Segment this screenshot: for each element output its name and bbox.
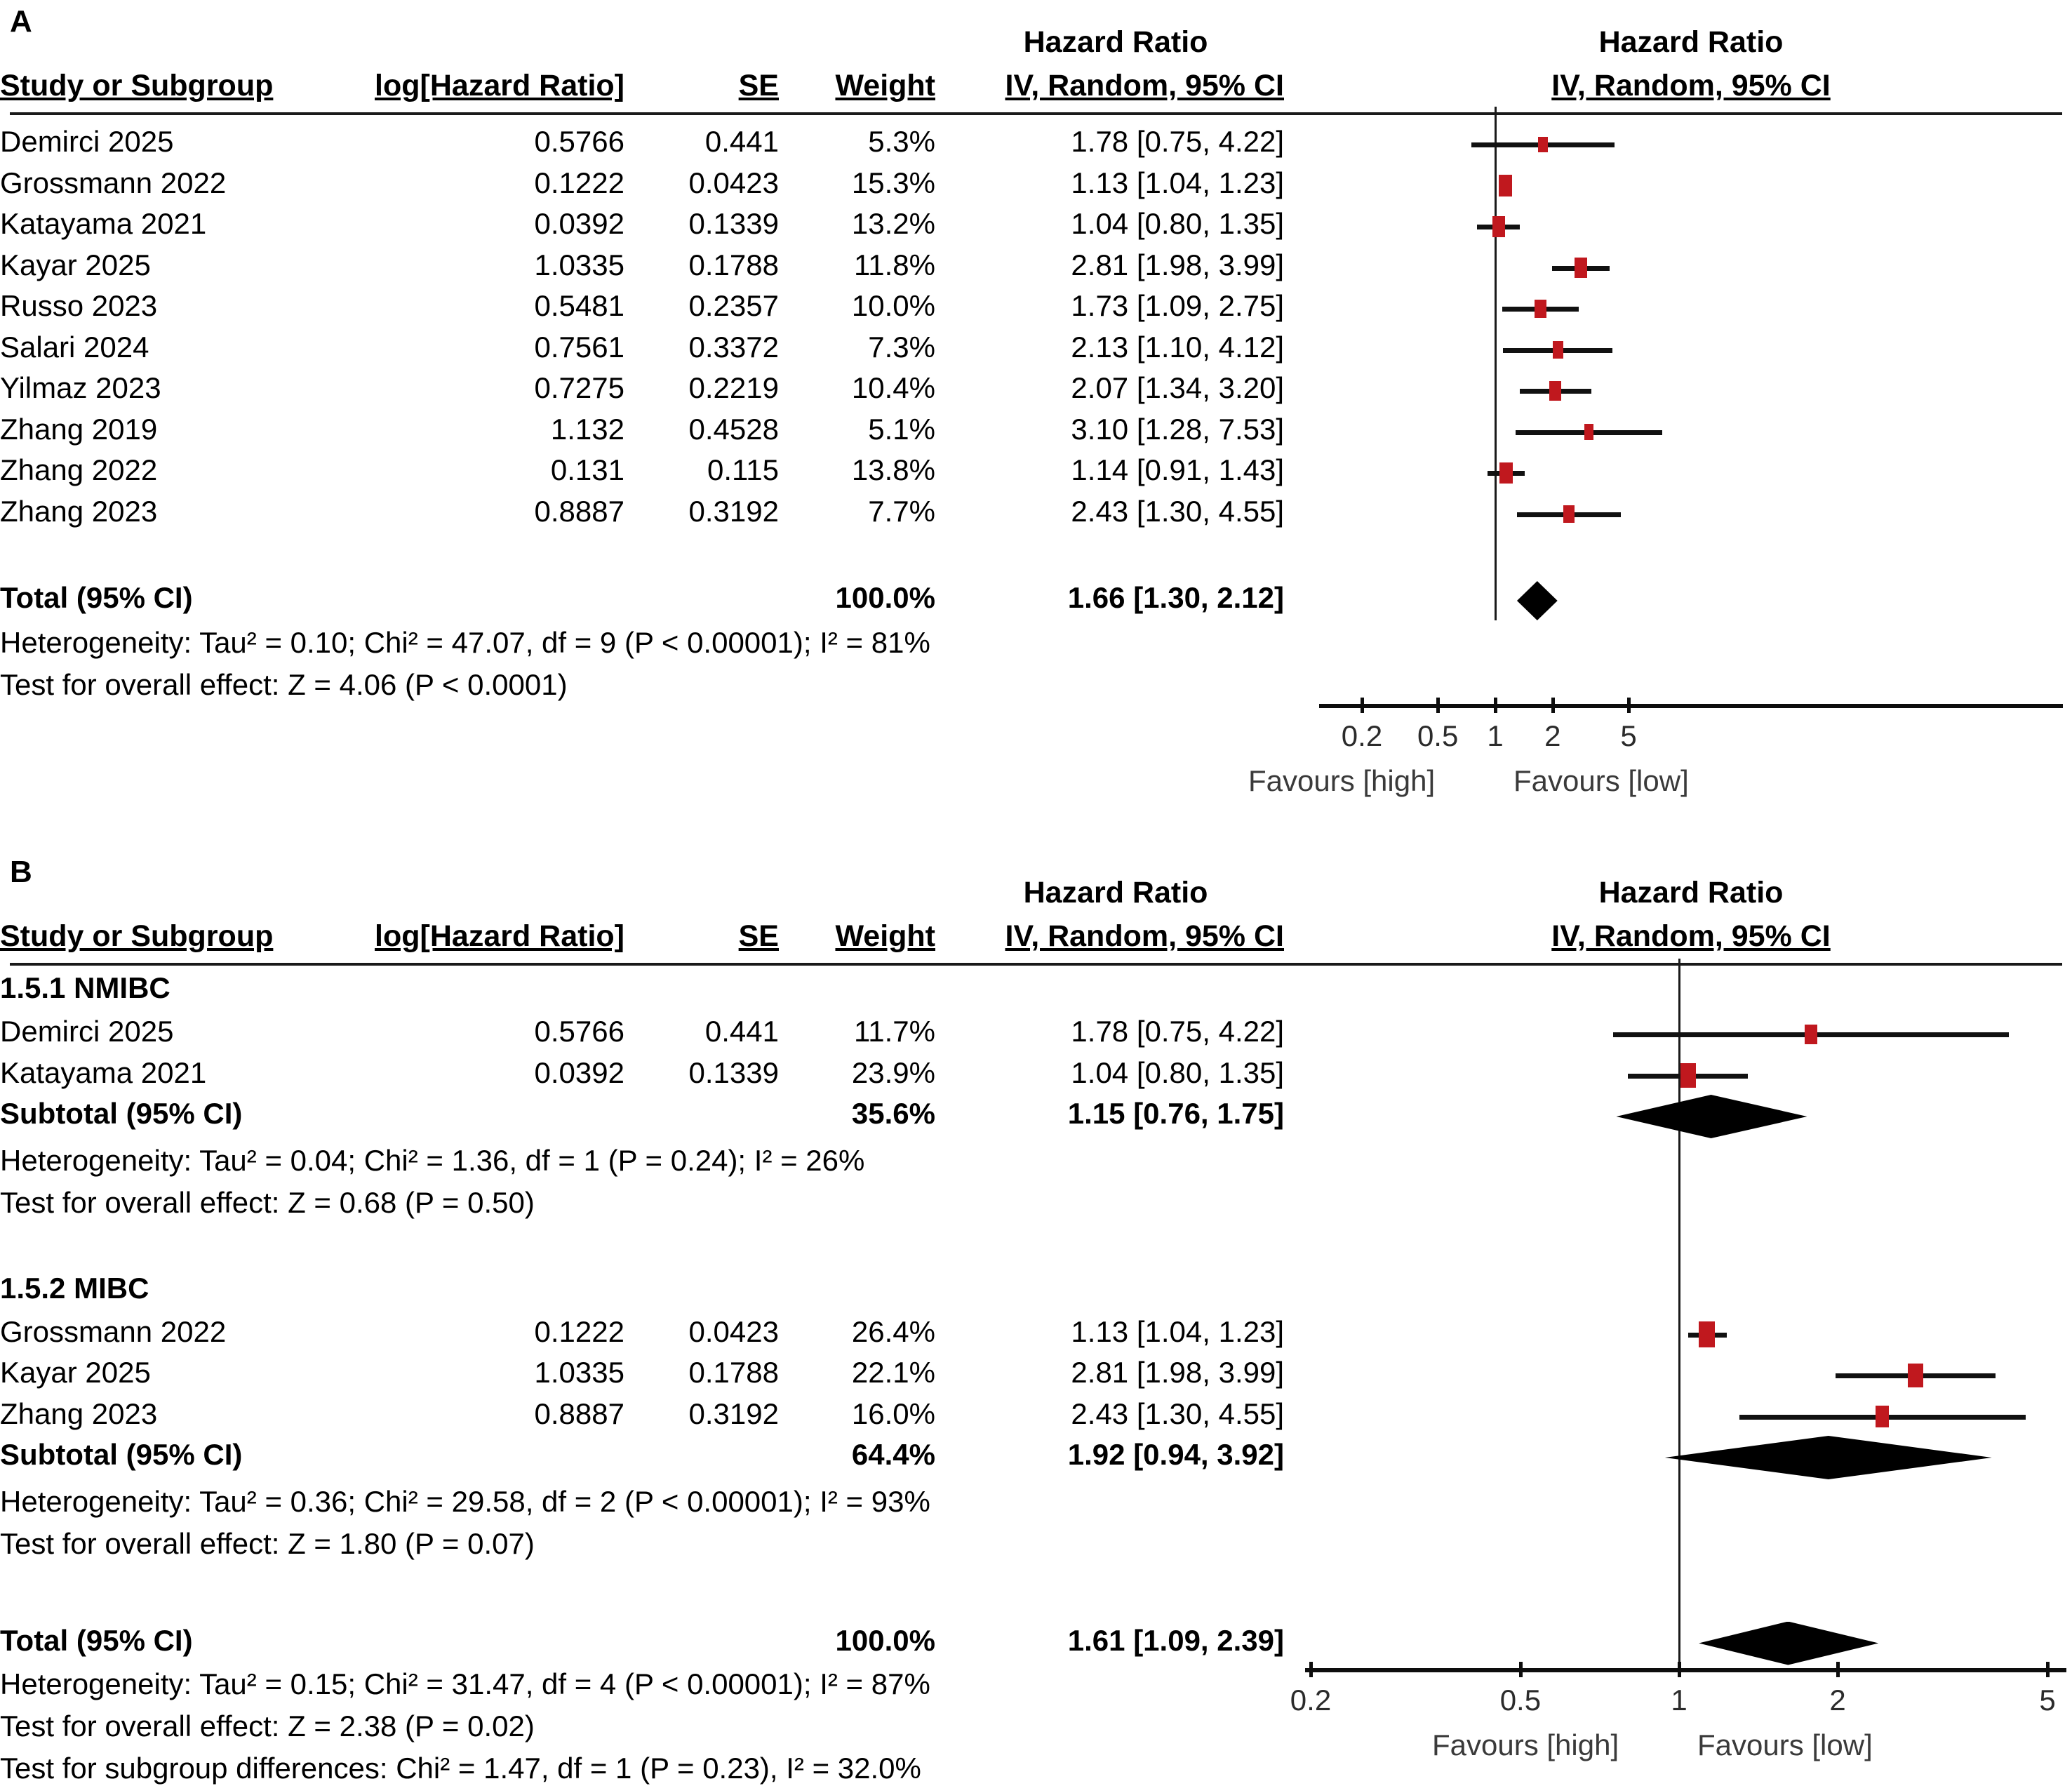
cell-se: 0.1788 xyxy=(688,248,779,281)
cell-weight: 11.7% xyxy=(854,1015,935,1048)
x-axis-tick-label: 0.2 xyxy=(1290,1684,1332,1717)
cell-weight: 11.8% xyxy=(854,248,935,281)
cell-study: Kayar 2025 xyxy=(0,1356,151,1389)
heterogeneity-line: Heterogeneity: Tau² = 0.04; Chi² = 1.36, df = 1 (P = 0.24); I² = 26% xyxy=(0,1143,865,1177)
cell-weight: 7.3% xyxy=(868,330,935,364)
cell-ci: 1.78 [0.75, 4.22] xyxy=(1071,125,1284,158)
cell-ci: 2.13 [1.10, 4.12] xyxy=(1071,330,1284,364)
cell-weight: 22.1% xyxy=(851,1356,935,1389)
cell-study: Russo 2023 xyxy=(0,289,158,322)
cell-se: 0.1339 xyxy=(688,1055,779,1089)
cell-se: 0.1339 xyxy=(688,207,779,240)
cell-log-hr: 0.0392 xyxy=(534,1055,624,1089)
favours-left-label: Favours [high] xyxy=(1248,764,1436,797)
cell-weight: 13.8% xyxy=(851,453,935,486)
effect-marker xyxy=(1805,1025,1817,1044)
panel-b-letter: B xyxy=(10,855,33,889)
favours-right-label: Favours [low] xyxy=(1513,764,1689,797)
cell-study: Subtotal (95% CI) xyxy=(0,1097,243,1130)
cell-log-hr: 0.1222 xyxy=(534,1314,624,1348)
cell-log-hr: 0.5766 xyxy=(534,1015,624,1048)
cell-se: 0.0423 xyxy=(688,1314,779,1348)
heterogeneity-line: Heterogeneity: Tau² = 0.15; Chi² = 31.47, df = 4 (P < 0.00001); I² = 87% xyxy=(0,1667,930,1700)
cell-study: Yilmaz 2023 xyxy=(0,371,161,404)
cell-ci: 1.78 [0.75, 4.22] xyxy=(1071,1015,1284,1048)
effect-marker xyxy=(1680,1063,1696,1088)
col-header-weight: Weight xyxy=(835,919,935,953)
panel-a-table-header-title: Hazard Ratio xyxy=(1023,25,1208,59)
cell-weight: 23.9% xyxy=(851,1055,935,1089)
x-axis-tick-label: 1 xyxy=(1487,719,1504,752)
favours-right-label: Favours [low] xyxy=(1697,1728,1873,1761)
cell-se: 0.0423 xyxy=(688,166,779,199)
x-axis-tick-label: 2 xyxy=(1829,1684,1846,1717)
subgroup-heading: 1.5.1 NMIBC xyxy=(0,971,171,1004)
x-axis-tick-label: 5 xyxy=(1620,719,1637,752)
effect-marker xyxy=(1699,1321,1715,1347)
cell-weight: 10.0% xyxy=(851,289,935,322)
cell-log-hr: 0.0392 xyxy=(534,207,624,240)
cell-study: Demirci 2025 xyxy=(0,125,174,158)
effect-marker xyxy=(1876,1406,1889,1427)
cell-study: Salari 2024 xyxy=(0,330,149,364)
cell-ci: 3.10 [1.28, 7.53] xyxy=(1071,412,1284,446)
heterogeneity-line: Heterogeneity: Tau² = 0.36; Chi² = 29.58, df = 2 (P < 0.00001); I² = 93% xyxy=(0,1484,930,1518)
heterogeneity-line: Heterogeneity: Tau² = 0.10; Chi² = 47.07, df = 9 (P < 0.00001); I² = 81% xyxy=(0,626,930,659)
col-header-log-hr: log[Hazard Ratio] xyxy=(375,69,624,102)
col-header-weight: Weight xyxy=(835,69,935,102)
subgroup-differences-line: Test for subgroup differences: Chi² = 1.47, df = 1 (P = 0.23), I² = 32.0% xyxy=(0,1751,921,1785)
cell-ci: 2.43 [1.30, 4.55] xyxy=(1071,1397,1284,1430)
cell-weight: 5.3% xyxy=(868,125,935,158)
cell-log-hr: 0.1222 xyxy=(534,166,624,199)
cell-log-hr: 0.131 xyxy=(550,453,624,486)
cell-log-hr: 1.132 xyxy=(550,412,624,446)
cell-weight: 16.0% xyxy=(851,1397,935,1430)
x-axis-tick xyxy=(1519,1662,1523,1677)
cell-ci: 1.04 [0.80, 1.35] xyxy=(1071,207,1284,240)
cell-ci: 1.15 [0.76, 1.75] xyxy=(1067,1097,1284,1130)
cell-log-hr: 1.0335 xyxy=(534,248,624,281)
cell-se: 0.3192 xyxy=(688,1397,779,1430)
x-axis-tick-label: 0.5 xyxy=(1417,719,1459,752)
cell-ci: 1.92 [0.94, 3.92] xyxy=(1067,1438,1284,1471)
cell-ci: 1.66 [1.30, 2.12] xyxy=(1067,581,1284,614)
x-axis-tick-label: 1 xyxy=(1671,1684,1687,1717)
x-axis-line xyxy=(1305,1668,2066,1672)
cell-study: Demirci 2025 xyxy=(0,1015,174,1048)
effect-marker xyxy=(1908,1364,1923,1388)
cell-study: Grossmann 2022 xyxy=(0,166,227,199)
cell-log-hr: 0.8887 xyxy=(534,494,624,528)
cell-log-hr: 0.7275 xyxy=(534,371,624,404)
panel-b-plot-header-title: Hazard Ratio xyxy=(1598,876,1784,909)
cell-ci: 1.73 [1.09, 2.75] xyxy=(1071,289,1284,322)
col-header-study: Study or Subgroup xyxy=(0,69,274,102)
cell-weight: 5.1% xyxy=(868,412,935,446)
cell-ci: 2.81 [1.98, 3.99] xyxy=(1071,1356,1284,1389)
cell-ci: 1.14 [0.91, 1.43] xyxy=(1071,453,1284,486)
cell-se: 0.3192 xyxy=(688,494,779,528)
x-axis-tick-label: 0.5 xyxy=(1499,1684,1542,1717)
x-axis-tick xyxy=(1309,1662,1313,1677)
cell-se: 0.441 xyxy=(704,1015,779,1048)
x-axis-tick-label: 2 xyxy=(1544,719,1561,752)
cell-study: Katayama 2021 xyxy=(0,1055,207,1089)
cell-log-hr: 1.0335 xyxy=(534,1356,624,1389)
cell-weight: 26.4% xyxy=(851,1314,935,1348)
cell-ci: 2.43 [1.30, 4.55] xyxy=(1071,494,1284,528)
cell-weight: 7.7% xyxy=(868,494,935,528)
cell-study: Grossmann 2022 xyxy=(0,1314,227,1348)
overall-effect-line: Test for overall effect: Z = 4.06 (P < 0.0001) xyxy=(0,668,568,701)
panel-b-plot-header-subtitle: IV, Random, 95% CI xyxy=(1551,919,1831,953)
panel-a-plot-header-title: Hazard Ratio xyxy=(1598,25,1784,59)
pooled-effect-diamond xyxy=(1665,1436,1992,1479)
cell-se: 0.2219 xyxy=(688,371,779,404)
cell-study: Subtotal (95% CI) xyxy=(0,1438,243,1471)
cell-study: Zhang 2023 xyxy=(0,494,158,528)
x-axis-tick-label: 5 xyxy=(2039,1684,2056,1717)
overall-effect-line: Test for overall effect: Z = 1.80 (P = 0.07) xyxy=(0,1526,535,1560)
cell-weight: 100.0% xyxy=(835,1623,935,1657)
cell-ci: 2.81 [1.98, 3.99] xyxy=(1071,248,1284,281)
x-axis-tick xyxy=(1836,1662,1840,1677)
cell-weight: 35.6% xyxy=(851,1097,935,1130)
cell-study: Katayama 2021 xyxy=(0,207,207,240)
cell-log-hr: 0.8887 xyxy=(534,1397,624,1430)
cell-ci: 1.04 [0.80, 1.35] xyxy=(1071,1055,1284,1089)
x-axis-tick xyxy=(1678,1662,1681,1677)
cell-study: Zhang 2022 xyxy=(0,453,158,486)
cell-study: Kayar 2025 xyxy=(0,248,151,281)
col-header-se: SE xyxy=(738,919,779,953)
col-header-ci: IV, Random, 95% CI xyxy=(1005,919,1284,953)
cell-log-hr: 0.5766 xyxy=(534,125,624,158)
cell-study: Zhang 2023 xyxy=(0,1397,158,1430)
cell-weight: 15.3% xyxy=(851,166,935,199)
subgroup-heading: 1.5.2 MIBC xyxy=(0,1271,149,1305)
cell-weight: 13.2% xyxy=(851,207,935,240)
cell-se: 0.2357 xyxy=(688,289,779,322)
cell-log-hr: 0.5481 xyxy=(534,289,624,322)
cell-weight: 100.0% xyxy=(835,581,935,614)
panel-a-plot-header-subtitle: IV, Random, 95% CI xyxy=(1551,69,1831,102)
x-axis-tick xyxy=(2046,1662,2050,1677)
favours-left-label: Favours [high] xyxy=(1432,1728,1619,1761)
cell-se: 0.115 xyxy=(707,453,779,486)
cell-se: 0.4528 xyxy=(688,412,779,446)
cell-ci: 1.13 [1.04, 1.23] xyxy=(1071,166,1284,199)
overall-effect-line: Test for overall effect: Z = 0.68 (P = 0.50) xyxy=(0,1185,535,1219)
overall-effect-line: Test for overall effect: Z = 2.38 (P = 0.02) xyxy=(0,1709,535,1742)
cell-weight: 10.4% xyxy=(851,371,935,404)
col-header-log-hr: log[Hazard Ratio] xyxy=(375,919,624,953)
cell-se: 0.1788 xyxy=(688,1356,779,1389)
cell-ci: 2.07 [1.34, 3.20] xyxy=(1071,371,1284,404)
panel-a-letter: A xyxy=(10,4,33,39)
cell-study: Total (95% CI) xyxy=(0,1623,193,1657)
cell-se: 0.441 xyxy=(704,125,779,158)
pooled-effect-diamond xyxy=(1699,1622,1878,1665)
panel-b-table-header-title: Hazard Ratio xyxy=(1023,876,1208,909)
cell-log-hr: 0.7561 xyxy=(534,330,624,364)
cell-weight: 64.4% xyxy=(851,1438,935,1471)
x-axis-tick-label: 0.2 xyxy=(1341,719,1383,752)
cell-se: 0.3372 xyxy=(688,330,779,364)
cell-study: Total (95% CI) xyxy=(0,581,193,614)
pooled-effect-diamond xyxy=(1616,1095,1807,1138)
col-header-study: Study or Subgroup xyxy=(0,919,274,953)
col-header-ci: IV, Random, 95% CI xyxy=(1005,69,1284,102)
cell-study: Zhang 2019 xyxy=(0,412,158,446)
col-header-se: SE xyxy=(738,69,779,102)
cell-ci: 1.61 [1.09, 2.39] xyxy=(1067,1623,1284,1657)
cell-ci: 1.13 [1.04, 1.23] xyxy=(1071,1314,1284,1348)
